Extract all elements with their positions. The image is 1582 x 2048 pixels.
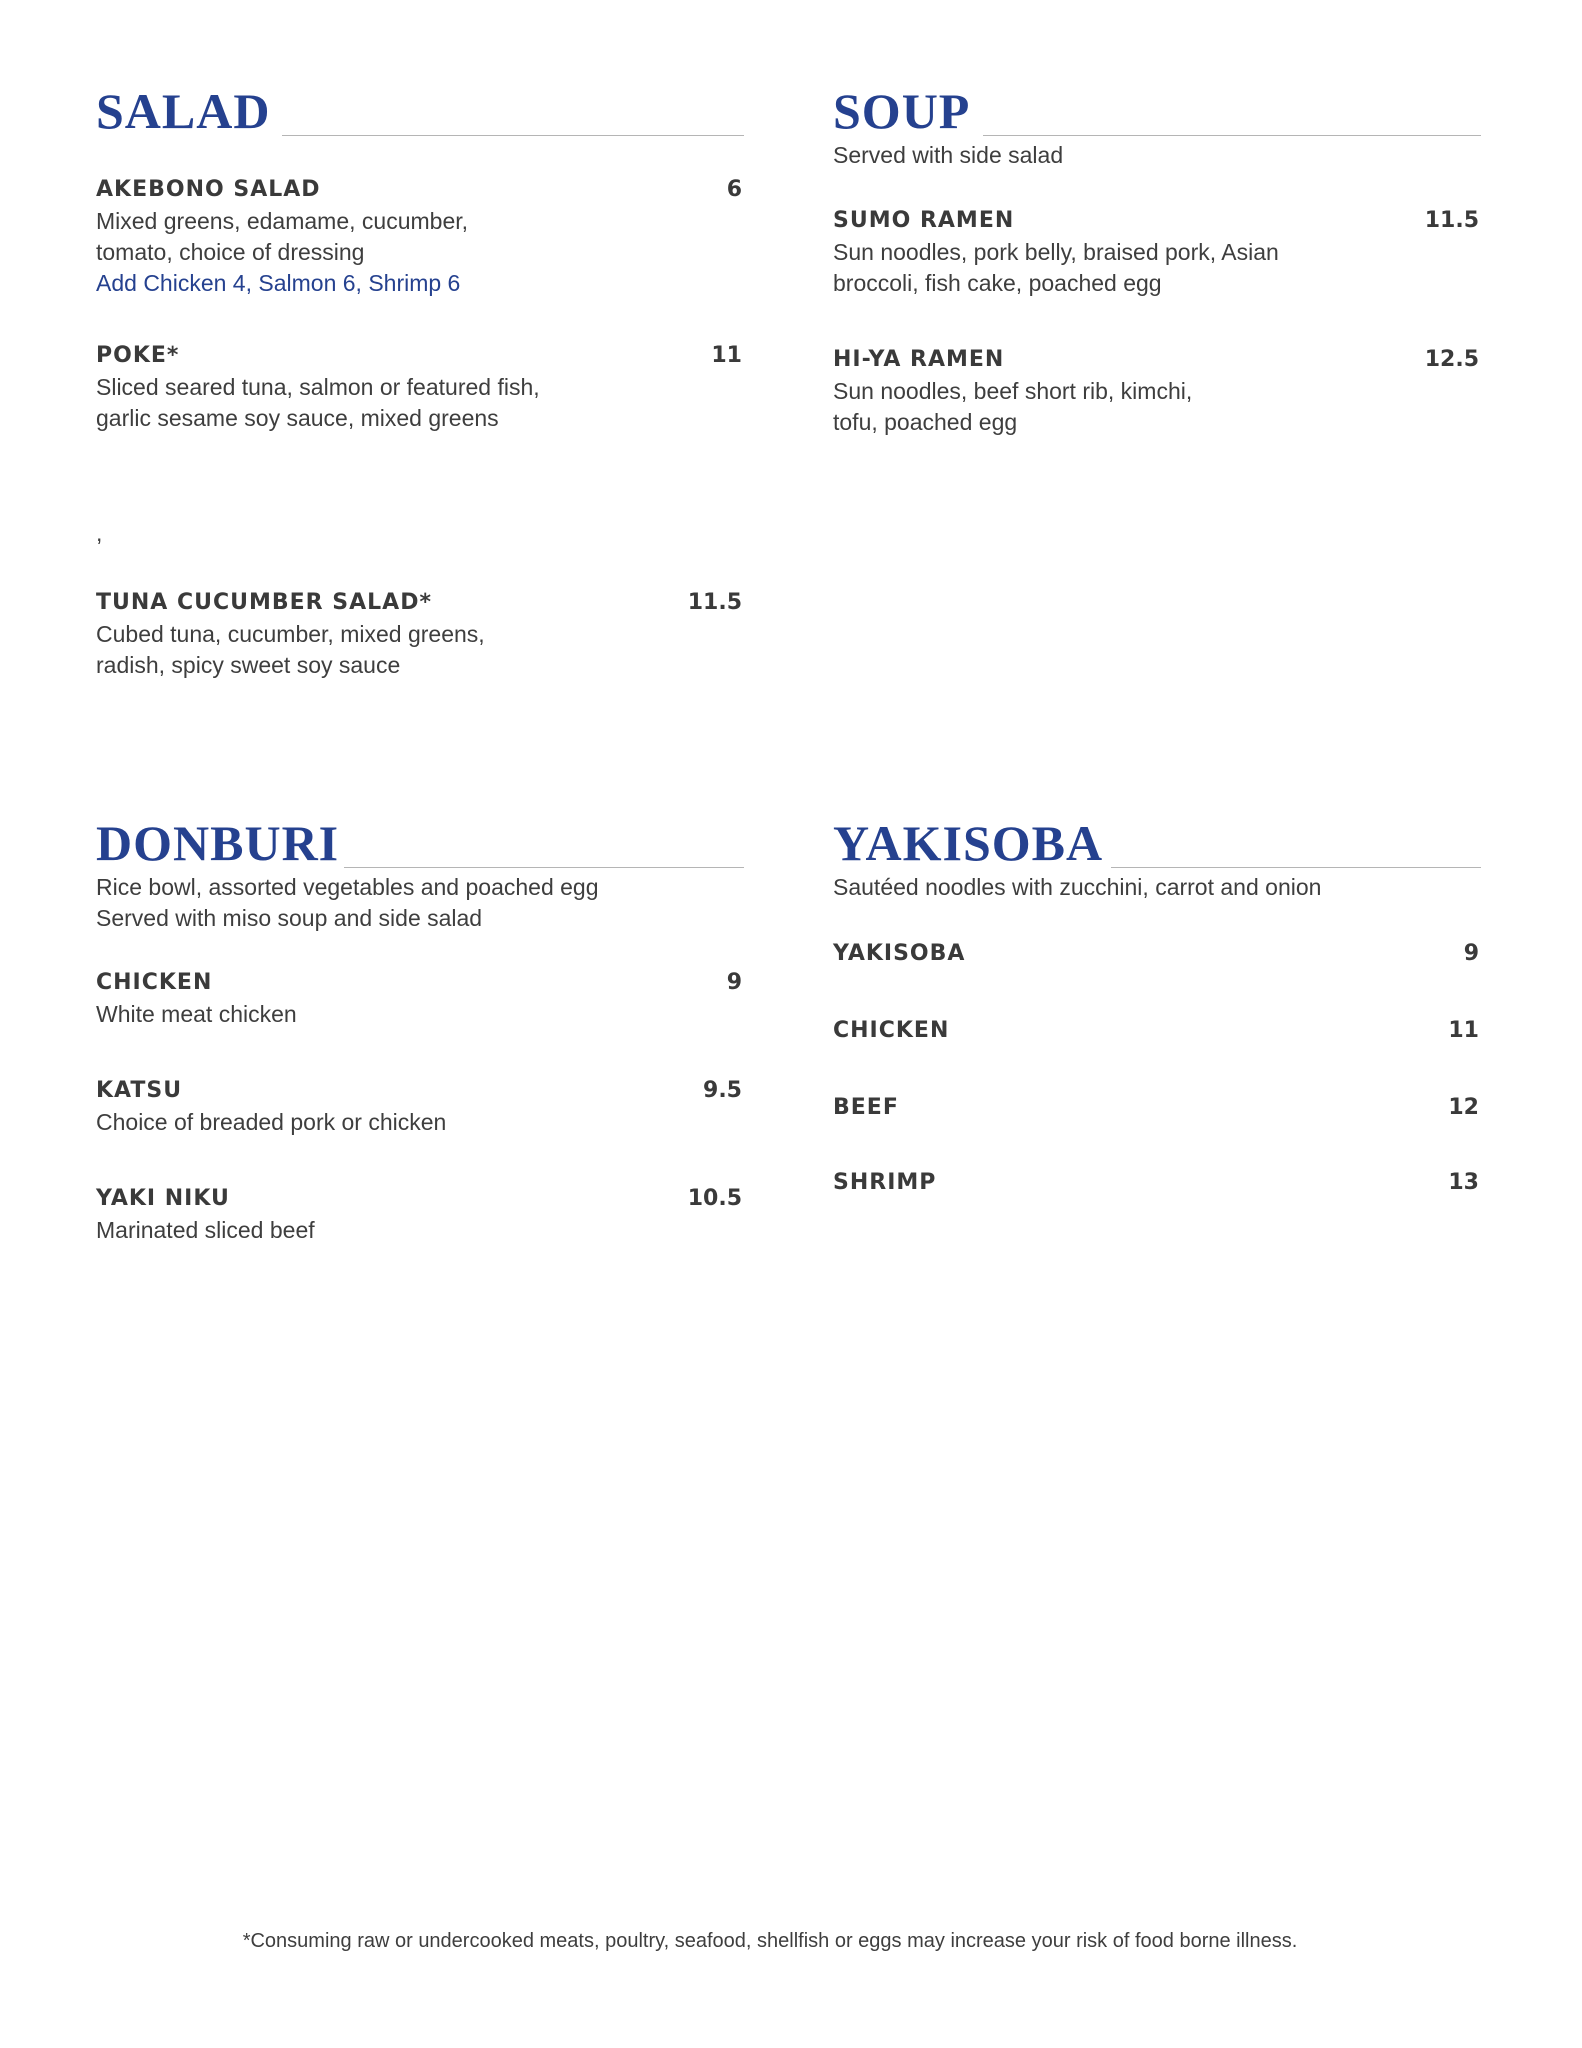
item-description: Mixed greens, edamame, cucumber, tomato, choice of dressing bbox=[96, 208, 469, 265]
menu-item-tuna-cucumber-salad bbox=[96, 587, 744, 681]
donburi-header bbox=[96, 814, 744, 872]
donburi-section bbox=[96, 814, 744, 1254]
salad-section bbox=[96, 82, 744, 702]
item-price: 11.5 bbox=[1424, 208, 1479, 233]
raw-food-disclaimer: *Consuming raw or undercooked meats, poultry, seafood, shellfish or eggs may increase your risk of food borne illness. bbox=[242, 1930, 1298, 1952]
yakisoba-title: YAKISOBA bbox=[833, 815, 1104, 871]
item-name: TUNA CUCUMBER SALAD* bbox=[96, 590, 432, 615]
item-addon-options: Add Chicken 4, Salmon 6, Shrimp 6 bbox=[96, 270, 461, 296]
salad-header bbox=[96, 82, 744, 140]
yakisoba-divider bbox=[1111, 867, 1481, 868]
menu-item-yaki-niku bbox=[96, 1183, 744, 1246]
menu-item-yakisoba-chicken bbox=[833, 1015, 1481, 1047]
item-price: 13 bbox=[1448, 1170, 1479, 1195]
item-price: 11 bbox=[1448, 1018, 1479, 1043]
menu-item-donburi-chicken bbox=[96, 967, 744, 1030]
item-description: Cubed tuna, cucumber, mixed greens, radish, spicy sweet soy sauce bbox=[96, 621, 485, 678]
item-price: 6 bbox=[726, 177, 742, 202]
item-description: Sun noodles, pork belly, braised pork, Asian broccoli, fish cake, poached egg bbox=[833, 239, 1279, 296]
stray-comma: , bbox=[96, 520, 103, 546]
yakisoba-section bbox=[833, 814, 1481, 1214]
item-description: White meat chicken bbox=[96, 1001, 297, 1027]
menu-item-akebono-salad bbox=[96, 174, 744, 299]
donburi-divider bbox=[344, 867, 744, 868]
item-name: AKEBONO SALAD bbox=[96, 177, 321, 202]
item-name: KATSU bbox=[96, 1078, 183, 1103]
item-name: SUMO RAMEN bbox=[833, 208, 1015, 233]
donburi-title: DONBURI bbox=[96, 815, 340, 871]
yakisoba-subtitle: Sautéed noodles with zucchini, carrot and onion bbox=[833, 874, 1322, 900]
item-name: YAKISOBA bbox=[833, 941, 966, 966]
item-price: 9 bbox=[1463, 941, 1479, 966]
item-name: CHICKEN bbox=[96, 970, 213, 995]
item-description: Marinated sliced beef bbox=[96, 1217, 315, 1243]
item-name: CHICKEN bbox=[833, 1018, 950, 1043]
menu-item-hi-ya-ramen bbox=[833, 344, 1481, 438]
soup-title: SOUP bbox=[833, 83, 971, 139]
item-description: Sun noodles, beef short rib, kimchi, tofu, poached egg bbox=[833, 378, 1193, 435]
item-name: SHRIMP bbox=[833, 1170, 937, 1195]
salad-divider bbox=[282, 135, 744, 136]
yakisoba-header bbox=[833, 814, 1481, 872]
item-price: 11.5 bbox=[687, 590, 742, 615]
item-price: 12 bbox=[1448, 1095, 1479, 1120]
menu-item-poke bbox=[96, 340, 744, 434]
item-price: 9 bbox=[726, 970, 742, 995]
donburi-subtitle-line-1: Rice bowl, assorted vegetables and poached egg bbox=[96, 874, 599, 900]
soup-section bbox=[833, 82, 1481, 462]
item-name: YAKI NIKU bbox=[96, 1186, 230, 1211]
menu-item-yakisoba-beef bbox=[833, 1092, 1481, 1124]
item-description: Choice of breaded pork or chicken bbox=[96, 1109, 447, 1135]
item-name: POKE* bbox=[96, 343, 180, 368]
item-price: 12.5 bbox=[1424, 347, 1479, 372]
menu-item-katsu bbox=[96, 1075, 744, 1138]
item-price: 9.5 bbox=[703, 1078, 742, 1103]
item-price: 11 bbox=[711, 343, 742, 368]
menu-item-yakisoba bbox=[833, 938, 1481, 970]
salad-title: SALAD bbox=[96, 83, 271, 139]
donburi-subtitle-line-2: Served with miso soup and side salad bbox=[96, 905, 483, 931]
item-name: BEEF bbox=[833, 1095, 899, 1120]
menu-item-sumo-ramen bbox=[833, 205, 1481, 299]
item-price: 10.5 bbox=[687, 1186, 742, 1211]
item-description: Sliced seared tuna, salmon or featured fish, garlic sesame soy sauce, mixed greens bbox=[96, 374, 540, 431]
soup-divider bbox=[983, 135, 1481, 136]
menu-item-yakisoba-shrimp bbox=[833, 1167, 1481, 1199]
soup-subtitle: Served with side salad bbox=[833, 142, 1064, 168]
soup-header bbox=[833, 82, 1481, 140]
item-name: HI-YA RAMEN bbox=[833, 347, 1005, 372]
